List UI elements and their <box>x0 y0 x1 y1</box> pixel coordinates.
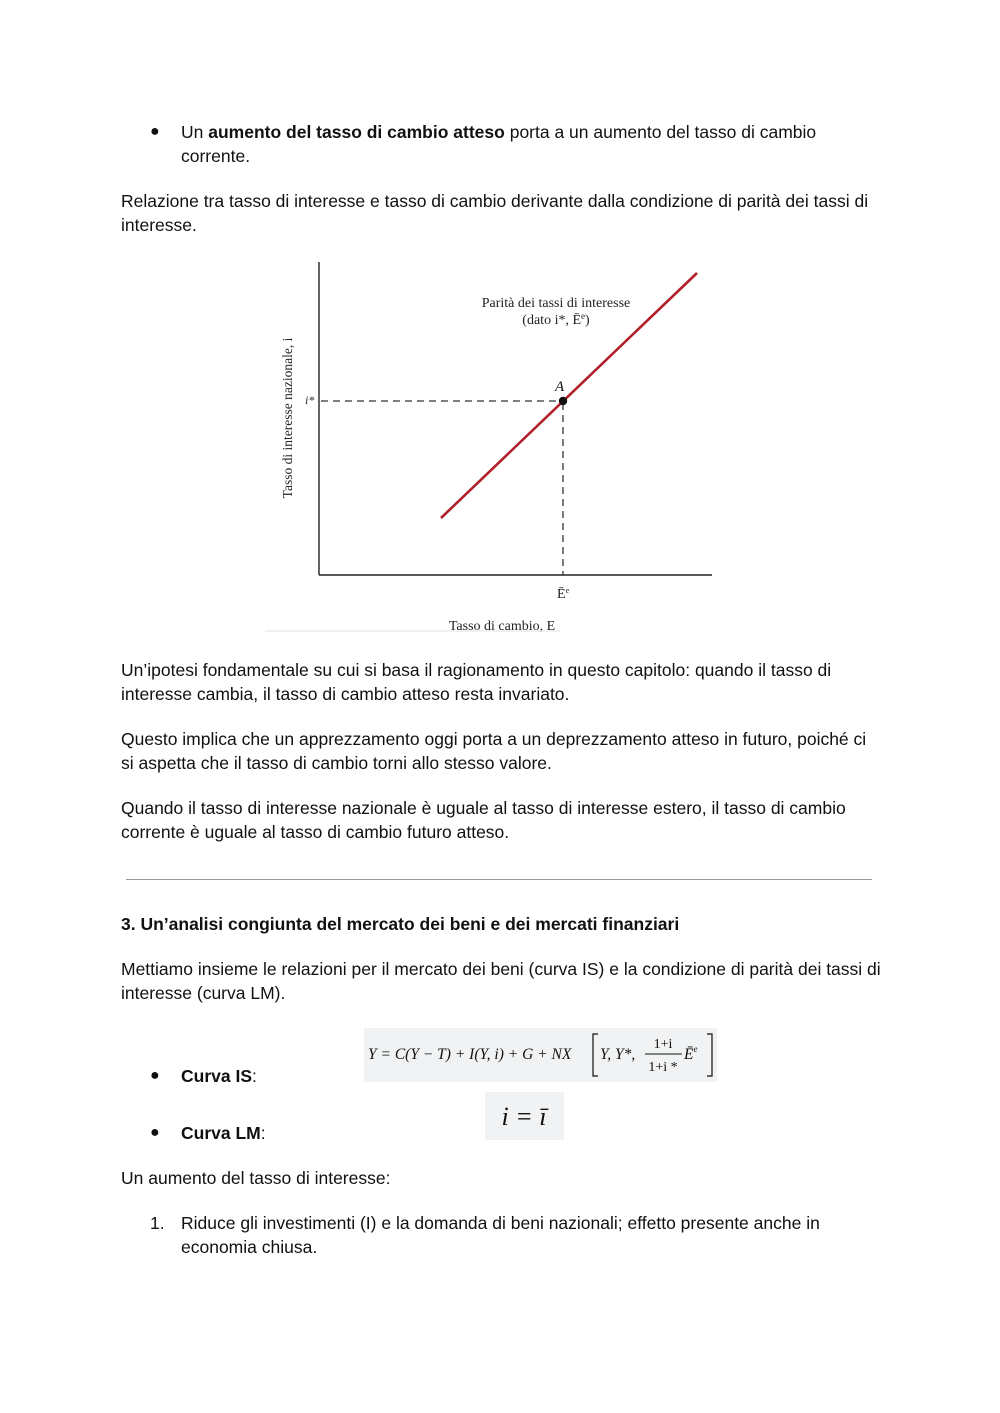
curve-is-label: Curva IS <box>181 1066 252 1086</box>
formula-is-main: Y = C(Y − T) + I(Y, i) + G + NX <box>368 1046 572 1063</box>
y-tick-istar: i* <box>305 393 315 407</box>
curve-is-item <box>181 1064 381 1088</box>
bullet-dot: ● <box>150 1067 160 1084</box>
paragraph-implica: Questo implica che un apprezzamento oggi porta a un deprezzamento atteso in futuro, poiché ci si aspetta che il tasso di cambio torni allo stesso valore. <box>121 729 867 773</box>
paragraph-ipotesi: Un’ipotesi fondamentale su cui si basa il ragionamento in questo capitolo: quando il tasso di interesse cambia, il tasso di cambio atteso resta invariato. <box>121 660 832 704</box>
bullet-dot: ● <box>150 1124 160 1141</box>
paragraph-mettiamo: Mettiamo insieme le relazioni per il mercato dei beni (curva IS) e la condizione di parità dei tassi di interesse (curva LM). <box>121 959 881 1003</box>
list-item-1: Riduce gli investimenti (I) e la domanda di beni nazionali; effetto presente anche in economia chiusa. <box>181 1213 820 1257</box>
parity-chart <box>0 250 1000 650</box>
bullet-text-before: Un <box>181 122 209 142</box>
formula-is-frac-den: 1+i * <box>648 1060 678 1075</box>
formula-is-svg <box>364 1028 717 1082</box>
formula-is-expected: $Ē^e$ <box>684 1044 698 1063</box>
formula-lm <box>485 1092 564 1140</box>
curve-lm-item <box>181 1121 381 1145</box>
colon: : <box>252 1066 257 1086</box>
list-number: 1. <box>150 1213 165 1233</box>
curve-label-line2: (dato i*, $Ē^e$) <box>522 311 590 328</box>
right-bracket <box>707 1034 712 1076</box>
left-bracket <box>593 1034 598 1076</box>
point-a-label: A <box>555 379 565 395</box>
paragraph-quando: Quando il tasso di interesse nazionale è uguale al tasso di interesse estero, il tasso di cambio corrente è uguale al tasso di cambio futuro atteso. <box>121 798 846 842</box>
point-a <box>559 397 567 405</box>
paragraph-aumento: Un aumento del tasso di interesse: <box>121 1168 391 1188</box>
paragraph-relazione: Relazione tra tasso di interesse e tasso di cambio derivante dalla condizione di parità dei tassi di interesse. <box>121 191 869 235</box>
x-axis-label: Tasso di cambio, E <box>448 619 556 634</box>
formula-lm-svg <box>485 1092 564 1140</box>
curve-lm-label: Curva LM <box>181 1123 261 1143</box>
formula-is <box>364 1028 717 1082</box>
y-axis-label: Tasso di interesse nazionale, i <box>280 337 295 499</box>
x-tick-ee: $Ē^e$ <box>557 586 570 602</box>
formula-is-frac-num: 1+i <box>653 1037 673 1052</box>
section-divider <box>126 879 872 880</box>
colon: : <box>260 1123 266 1143</box>
formula-is-args: Y, Y*, <box>600 1046 636 1063</box>
bullet-dot: ● <box>150 123 160 140</box>
bullet-aumento-cambio <box>181 120 881 168</box>
bullet-text-after: porta a un aumento del tasso di cambio corrente. <box>181 122 817 166</box>
bullet-text-bold: aumento del tasso di cambio atteso <box>208 122 505 142</box>
formula-lm-text: i = ī <box>501 1102 547 1131</box>
curve-label-line1: Parità dei tassi di interesse <box>481 296 631 311</box>
section-heading: 3. Un’analisi congiunta del mercato dei beni e dei mercati finanziari <box>121 914 680 934</box>
